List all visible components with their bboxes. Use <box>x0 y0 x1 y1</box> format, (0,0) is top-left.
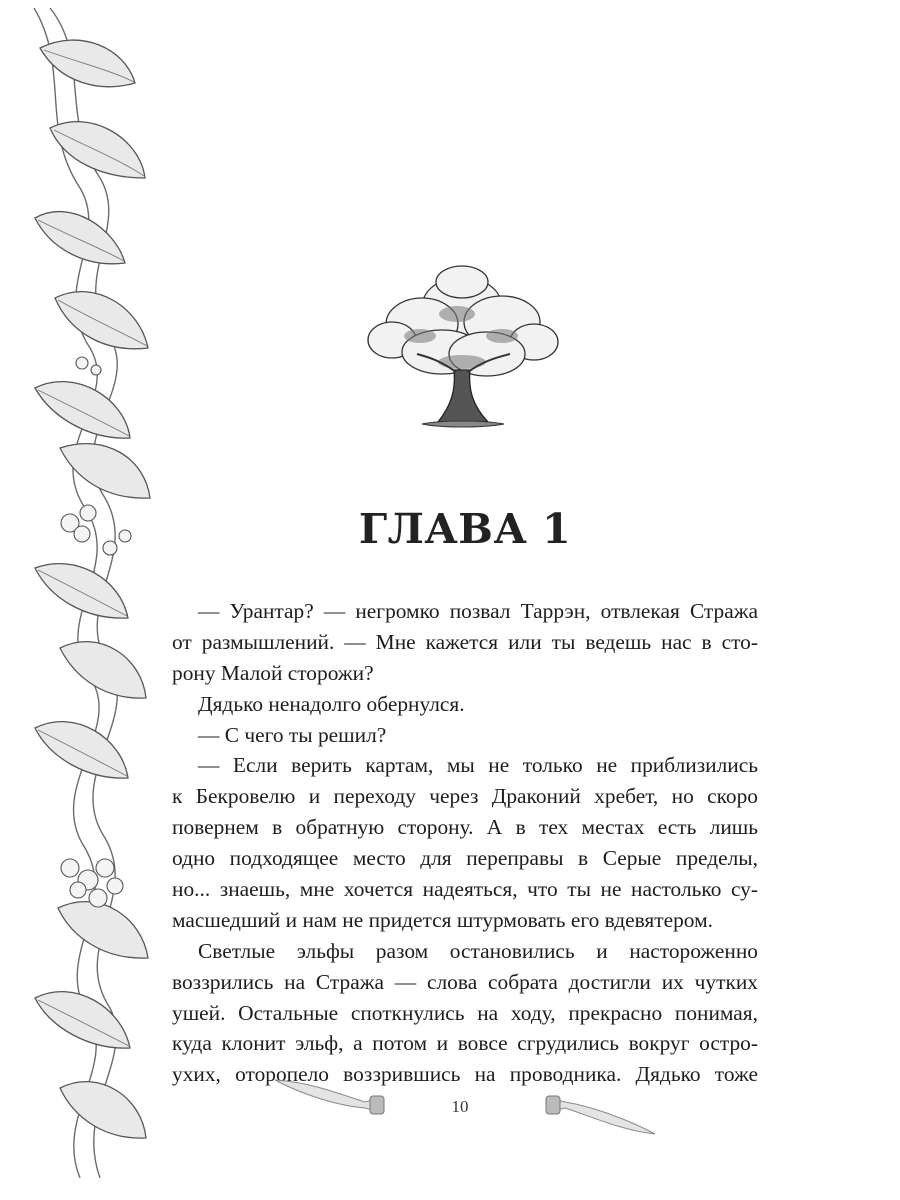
text-line: повернем в обратную сторону. А в тех местах есть лишь <box>172 815 758 840</box>
text-line: Светлые эльфы разом остановились и настороженно <box>198 938 758 963</box>
text-line: Дядько ненадолго обернулся. <box>198 691 465 716</box>
text-line: воззрились на Стража — слова собрата достигли их чутких <box>172 969 758 994</box>
page-number: 10 <box>451 1097 469 1116</box>
text-line: куда клонит эльф, а потом и вовсе сгрудились вокруг остро- <box>172 1031 758 1056</box>
text-line: ухих, оторопело воззрившись на проводника. Дядько тоже <box>172 1062 758 1087</box>
tree-illustration <box>362 262 562 437</box>
text-line: одно подходящее место для переправы в Серые пределы, <box>172 846 758 871</box>
floral-border-ornament <box>30 8 152 1178</box>
text-line: но... знаешь, мне хочется надеяться, что ты не настолько су- <box>172 877 758 902</box>
text-line: — С чего ты решил? <box>198 722 387 747</box>
text-line: от размышлений. — Мне кажется или ты ведешь нас в сто- <box>172 629 758 654</box>
body-text <box>172 596 758 1090</box>
chapter-title: ГЛАВА 1 <box>358 505 572 554</box>
text-line: — Если верить картам, мы не только не приблизились <box>198 753 758 778</box>
text-line: ушей. Остальные споткнулись на ходу, прекрасно понимая, <box>172 1000 758 1025</box>
text-line: масшедший и нам не придется штурмовать его вдевятером. <box>172 907 713 932</box>
text-line: к Бекровелю и переходу через Драконий хребет, но скоро <box>172 784 758 809</box>
text-line: — Урантар? — негромко позвал Таррэн, отвлекая Стража <box>198 599 758 623</box>
text-line: рону Малой сторожи? <box>172 660 374 685</box>
